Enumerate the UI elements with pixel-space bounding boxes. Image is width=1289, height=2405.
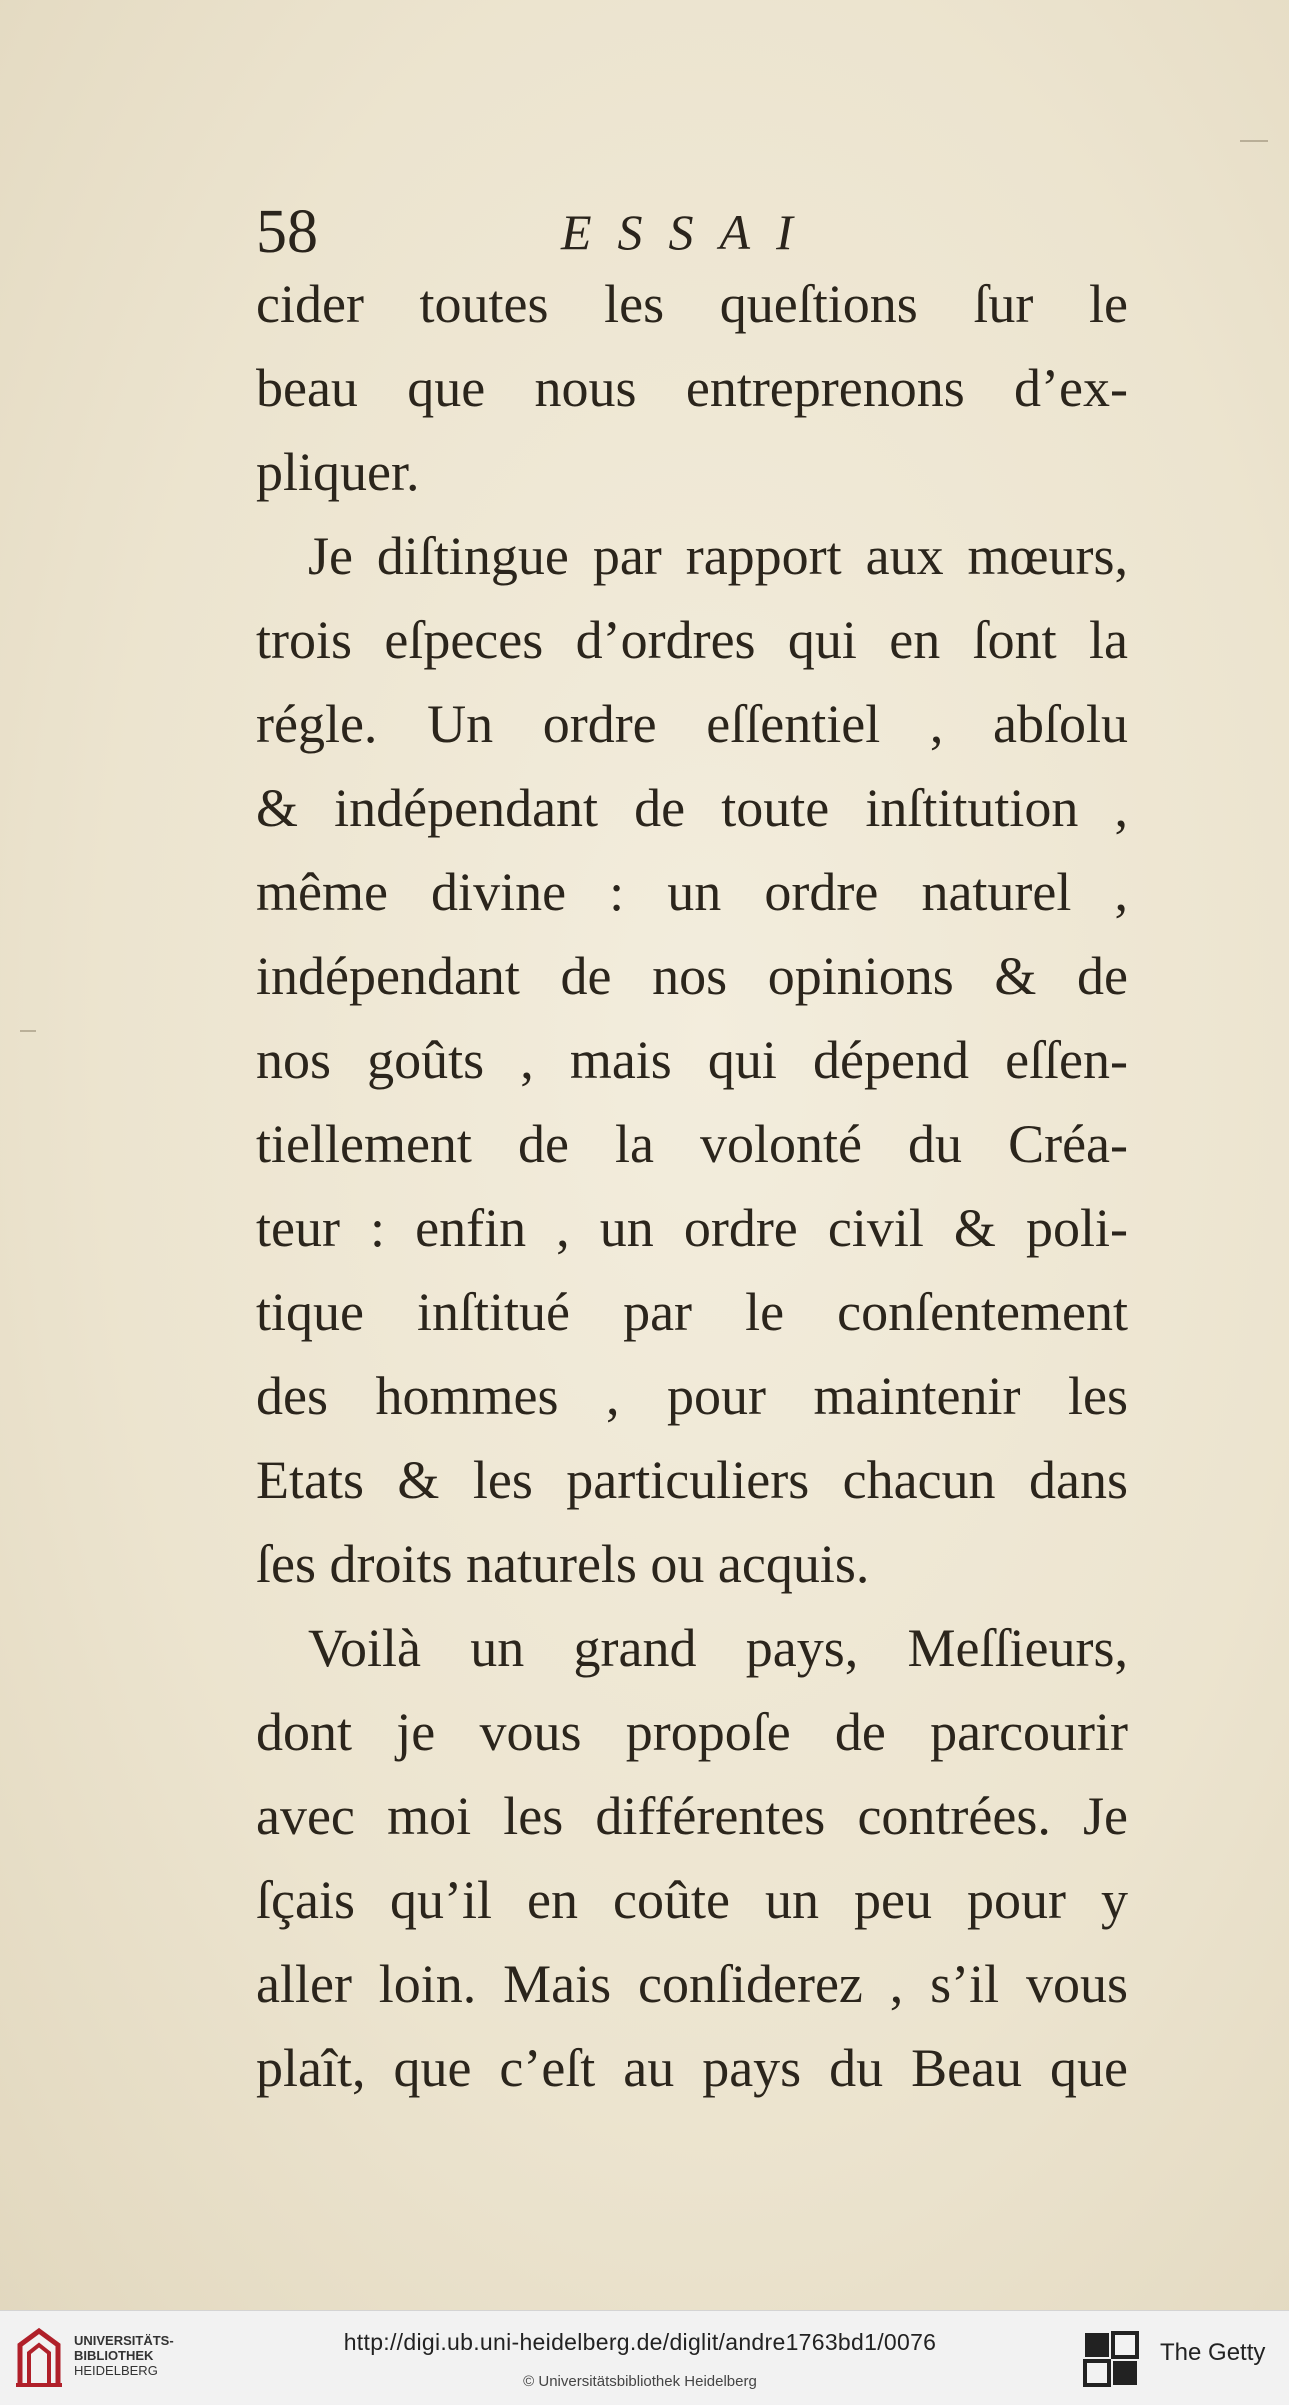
library-name-line: HEIDELBERG: [74, 2363, 158, 2378]
text-line: indépendant de nos opinions & de: [256, 946, 1128, 1006]
university-library-logo-icon: [12, 2325, 66, 2391]
viewer-footer: [0, 2310, 1289, 2405]
text-line: tique inſtitué par le conſentement: [256, 1282, 1128, 1342]
text-line: & indépendant de toute inſtitution ,: [256, 778, 1128, 838]
text-line: tiellement de la volonté du Créa-: [256, 1114, 1128, 1174]
text-line: régle. Un ordre eſſentiel , abſolu: [256, 694, 1128, 754]
running-head: [256, 192, 1156, 272]
library-name-line: BIBLIOTHEK: [74, 2348, 154, 2363]
text-line: Etats & les particuliers chacun dans: [256, 1450, 1128, 1510]
text-line: des hommes , pour maintenir les: [256, 1366, 1128, 1426]
text-line: ſes droits naturels ou acquis.: [256, 1534, 870, 1594]
paper-blemish: [20, 1030, 36, 1032]
text-line: aller loin. Mais conſiderez , s’il vous: [256, 1954, 1128, 2014]
page-number: 58: [256, 198, 318, 266]
running-head-title: ESSAI: [561, 204, 819, 260]
text-line: teur : enfin , un ordre civil & poli-: [256, 1198, 1128, 1258]
text-line: dont je vous propoſe de parcourir: [256, 1702, 1128, 1762]
text-line: Voilà un grand pays, Meſſieurs,: [308, 1618, 1128, 1678]
text-line: nos goûts , mais qui dépend eſſen-: [256, 1030, 1128, 1090]
text-line: Je diſtingue par rapport aux mœurs,: [308, 526, 1128, 586]
library-name-line: UNIVERSITÄTS-: [74, 2333, 174, 2348]
partner-name: The Getty: [1160, 2339, 1266, 2366]
text-line: même divine : un ordre naturel ,: [256, 862, 1128, 922]
text-line: trois eſpeces d’ordres qui en ſont la: [256, 610, 1128, 670]
text-line: pliquer.: [256, 442, 420, 502]
paper-blemish: [1240, 140, 1268, 142]
permalink-url[interactable]: http://digi.ub.uni-heidelberg.de/diglit/andre1763bd1/0076: [343, 2329, 937, 2355]
text-line: ſçais qu’il en coûte un peu pour y: [256, 1870, 1128, 1930]
text-line: plaît, que c’eſt au pays du Beau que: [256, 2038, 1128, 2098]
getty-logo-icon: [1083, 2331, 1139, 2387]
body-text: [256, 262, 1128, 2110]
university-library-name: [74, 2333, 174, 2378]
text-line: avec moi les différentes contrées. Je: [256, 1786, 1128, 1846]
text-line: cider toutes les queſtions ſur le: [256, 274, 1128, 334]
copyright-notice: © Universitätsbibliothek Heidelberg: [523, 2373, 757, 2390]
text-line: beau que nous entreprenons d’ex-: [256, 358, 1128, 418]
